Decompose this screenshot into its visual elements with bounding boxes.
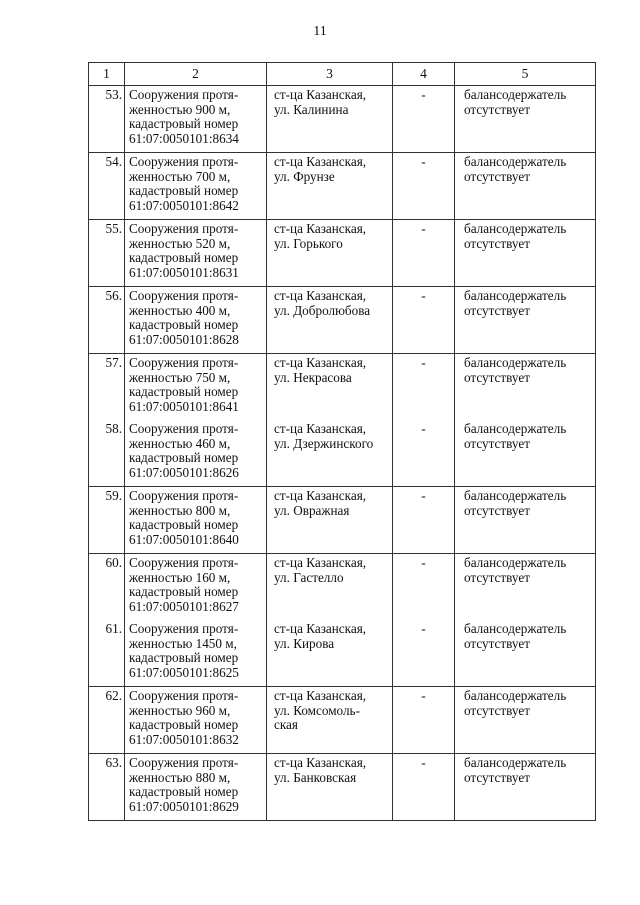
address-line: ул. Горького xyxy=(274,235,343,251)
address-cell xyxy=(267,620,393,687)
description-line: 61:07:0050101:8640 xyxy=(129,531,239,547)
description-line: женностью 520 м, xyxy=(129,235,231,251)
description-line: 61:07:0050101:8627 xyxy=(129,598,239,614)
address-line: ул. Добролюбова xyxy=(274,302,371,318)
description-line: кадастровый номер xyxy=(129,384,239,400)
address-line: ул. Фрунзе xyxy=(274,168,335,184)
column-4-value: - xyxy=(393,220,455,287)
structure-description xyxy=(125,754,267,821)
description-line: Сооружения протя- xyxy=(129,621,239,636)
description-line: 61:07:0050101:8641 xyxy=(129,398,239,414)
description-line: Сооружения протя- xyxy=(129,688,239,703)
description-line: женностью 400 м, xyxy=(129,302,231,318)
table-row xyxy=(89,153,596,220)
address-cell xyxy=(267,220,393,287)
description-line: кадастровый номер xyxy=(129,717,239,733)
column-4-value: - xyxy=(393,487,455,554)
address-line: ул. Кирова xyxy=(274,635,335,651)
description-line: Сооружения протя- xyxy=(129,355,239,370)
property-registry-table xyxy=(88,62,596,821)
address-cell xyxy=(267,287,393,354)
table-row xyxy=(89,620,596,687)
description-line: кадастровый номер xyxy=(129,250,239,266)
address-line: ст-ца Казанская, xyxy=(274,221,367,236)
row-number: 62. xyxy=(89,687,125,754)
column-4-value: - xyxy=(393,554,455,621)
description-line: Сооружения протя- xyxy=(129,555,239,570)
description-line: Сооружения протя- xyxy=(129,755,239,770)
address-line: ул. Гастелло xyxy=(274,569,344,585)
balance-holder-line: отсутствует xyxy=(464,302,530,318)
description-line: 61:07:0050101:8629 xyxy=(129,798,239,814)
balance-holder-line: отсутствует xyxy=(464,569,530,585)
description-line: Сооружения протя- xyxy=(129,488,239,503)
description-line: женностью 700 м, xyxy=(129,168,231,184)
address-line: ст-ца Казанская, xyxy=(274,555,367,570)
description-line: кадастровый номер xyxy=(129,116,239,132)
structure-description xyxy=(125,620,267,687)
address-cell xyxy=(267,420,393,487)
row-number: 61. xyxy=(89,620,125,687)
row-number: 60. xyxy=(89,554,125,621)
description-line: Сооружения протя- xyxy=(129,154,239,169)
balance-holder-line: балансодержатель xyxy=(464,688,567,703)
row-number: 54. xyxy=(89,153,125,220)
row-number: 55. xyxy=(89,220,125,287)
balance-holder-line: отсутствует xyxy=(464,635,530,651)
description-line: 61:07:0050101:8632 xyxy=(129,731,239,747)
column-4-value: - xyxy=(393,687,455,754)
balance-holder-line: отсутствует xyxy=(464,769,530,785)
description-line: женностью 900 м, xyxy=(129,101,231,117)
balance-holder-cell xyxy=(455,620,596,687)
balance-holder-cell xyxy=(455,487,596,554)
address-line: ст-ца Казанская, xyxy=(274,288,367,303)
table-row xyxy=(89,754,596,821)
structure-description xyxy=(125,354,267,421)
address-line: ст-ца Казанская, xyxy=(274,621,367,636)
address-line: ст-ца Казанская, xyxy=(274,87,367,102)
structure-description xyxy=(125,554,267,621)
description-line: кадастровый номер xyxy=(129,517,239,533)
description-line: кадастровый номер xyxy=(129,650,239,666)
structure-description xyxy=(125,420,267,487)
column-4-value: - xyxy=(393,620,455,687)
table-row xyxy=(89,220,596,287)
row-number: 57. xyxy=(89,354,125,421)
structure-description xyxy=(125,220,267,287)
description-line: 61:07:0050101:8642 xyxy=(129,197,239,213)
description-line: женностью 160 м, xyxy=(129,569,231,585)
table-row xyxy=(89,420,596,487)
structure-description xyxy=(125,487,267,554)
header-row xyxy=(89,63,596,86)
description-line: женностью 800 м, xyxy=(129,502,231,518)
description-line: кадастровый номер xyxy=(129,450,239,466)
description-line: 61:07:0050101:8625 xyxy=(129,664,239,680)
balance-holder-cell xyxy=(455,687,596,754)
description-line: Сооружения протя- xyxy=(129,87,239,102)
description-line: женностью 1450 м, xyxy=(129,635,237,651)
column-header-2: 2 xyxy=(125,63,267,86)
table-row xyxy=(89,487,596,554)
column-4-value: - xyxy=(393,754,455,821)
balance-holder-line: балансодержатель xyxy=(464,355,567,370)
address-line: ул. Овражная xyxy=(274,502,350,518)
address-cell xyxy=(267,687,393,754)
description-line: 61:07:0050101:8631 xyxy=(129,264,239,280)
balance-holder-line: отсутствует xyxy=(464,435,530,451)
row-number: 59. xyxy=(89,487,125,554)
table-row xyxy=(89,554,596,621)
balance-holder-cell xyxy=(455,420,596,487)
address-cell xyxy=(267,487,393,554)
balance-holder-line: балансодержатель xyxy=(464,488,567,503)
balance-holder-cell xyxy=(455,554,596,621)
balance-holder-line: балансодержатель xyxy=(464,621,567,636)
address-line: ул. Банковская xyxy=(274,769,357,785)
table-body xyxy=(89,86,596,821)
balance-holder-line: балансодержатель xyxy=(464,87,567,102)
address-line: ст-ца Казанская, xyxy=(274,421,367,436)
balance-holder-line: балансодержатель xyxy=(464,154,567,169)
column-header-4: 4 xyxy=(393,63,455,86)
address-line: ул. Комсомоль- xyxy=(274,702,360,718)
table-row xyxy=(89,287,596,354)
address-cell xyxy=(267,354,393,421)
address-cell xyxy=(267,153,393,220)
description-line: 61:07:0050101:8628 xyxy=(129,331,239,347)
column-header-1: 1 xyxy=(89,63,125,86)
balance-holder-line: балансодержатель xyxy=(464,555,567,570)
description-line: 61:07:0050101:8634 xyxy=(129,130,239,146)
balance-holder-line: отсутствует xyxy=(464,502,530,518)
description-line: женностью 960 м, xyxy=(129,702,231,718)
balance-holder-line: балансодержатель xyxy=(464,421,567,436)
balance-holder-line: отсутствует xyxy=(464,702,530,718)
balance-holder-cell xyxy=(455,153,596,220)
structure-description xyxy=(125,153,267,220)
description-line: кадастровый номер xyxy=(129,317,239,333)
balance-holder-line: отсутствует xyxy=(464,168,530,184)
description-line: кадастровый номер xyxy=(129,183,239,199)
structure-description xyxy=(125,687,267,754)
address-line: ул. Калинина xyxy=(274,101,349,117)
address-line: ст-ца Казанская, xyxy=(274,488,367,503)
description-line: кадастровый номер xyxy=(129,584,239,600)
row-number: 63. xyxy=(89,754,125,821)
address-line: ст-ца Казанская, xyxy=(274,154,367,169)
row-number: 58. xyxy=(89,420,125,487)
balance-holder-line: отсутствует xyxy=(464,101,530,117)
column-header-5: 5 xyxy=(455,63,596,86)
column-4-value: - xyxy=(393,420,455,487)
row-number: 56. xyxy=(89,287,125,354)
address-cell xyxy=(267,86,393,153)
table-row xyxy=(89,687,596,754)
address-line: ская xyxy=(274,717,298,733)
address-line: ул. Дзержинского xyxy=(274,435,374,451)
description-line: кадастровый номер xyxy=(129,784,239,800)
balance-holder-cell xyxy=(455,754,596,821)
address-cell xyxy=(267,754,393,821)
balance-holder-cell xyxy=(455,287,596,354)
balance-holder-cell xyxy=(455,220,596,287)
balance-holder-cell xyxy=(455,354,596,421)
description-line: 61:07:0050101:8626 xyxy=(129,464,239,480)
row-number: 53. xyxy=(89,86,125,153)
balance-holder-cell xyxy=(455,86,596,153)
column-4-value: - xyxy=(393,153,455,220)
balance-holder-line: отсутствует xyxy=(464,369,530,385)
balance-holder-line: балансодержатель xyxy=(464,288,567,303)
address-line: ст-ца Казанская, xyxy=(274,755,367,770)
address-line: ст-ца Казанская, xyxy=(274,355,367,370)
column-header-3: 3 xyxy=(267,63,393,86)
table-row xyxy=(89,86,596,153)
description-line: женностью 880 м, xyxy=(129,769,231,785)
description-line: Сооружения протя- xyxy=(129,421,239,436)
address-line: ст-ца Казанская, xyxy=(274,688,367,703)
balance-holder-line: отсутствует xyxy=(464,235,530,251)
column-4-value: - xyxy=(393,287,455,354)
page-number: 11 xyxy=(313,24,327,39)
address-line: ул. Некрасова xyxy=(274,369,352,385)
balance-holder-line: балансодержатель xyxy=(464,221,567,236)
table-row xyxy=(89,354,596,421)
description-line: Сооружения протя- xyxy=(129,221,239,236)
balance-holder-line: балансодержатель xyxy=(464,755,567,770)
description-line: Сооружения протя- xyxy=(129,288,239,303)
description-line: женностью 750 м, xyxy=(129,369,231,385)
structure-description xyxy=(125,86,267,153)
column-4-value: - xyxy=(393,86,455,153)
column-4-value: - xyxy=(393,354,455,421)
address-cell xyxy=(267,554,393,621)
structure-description xyxy=(125,287,267,354)
description-line: женностью 460 м, xyxy=(129,435,231,451)
